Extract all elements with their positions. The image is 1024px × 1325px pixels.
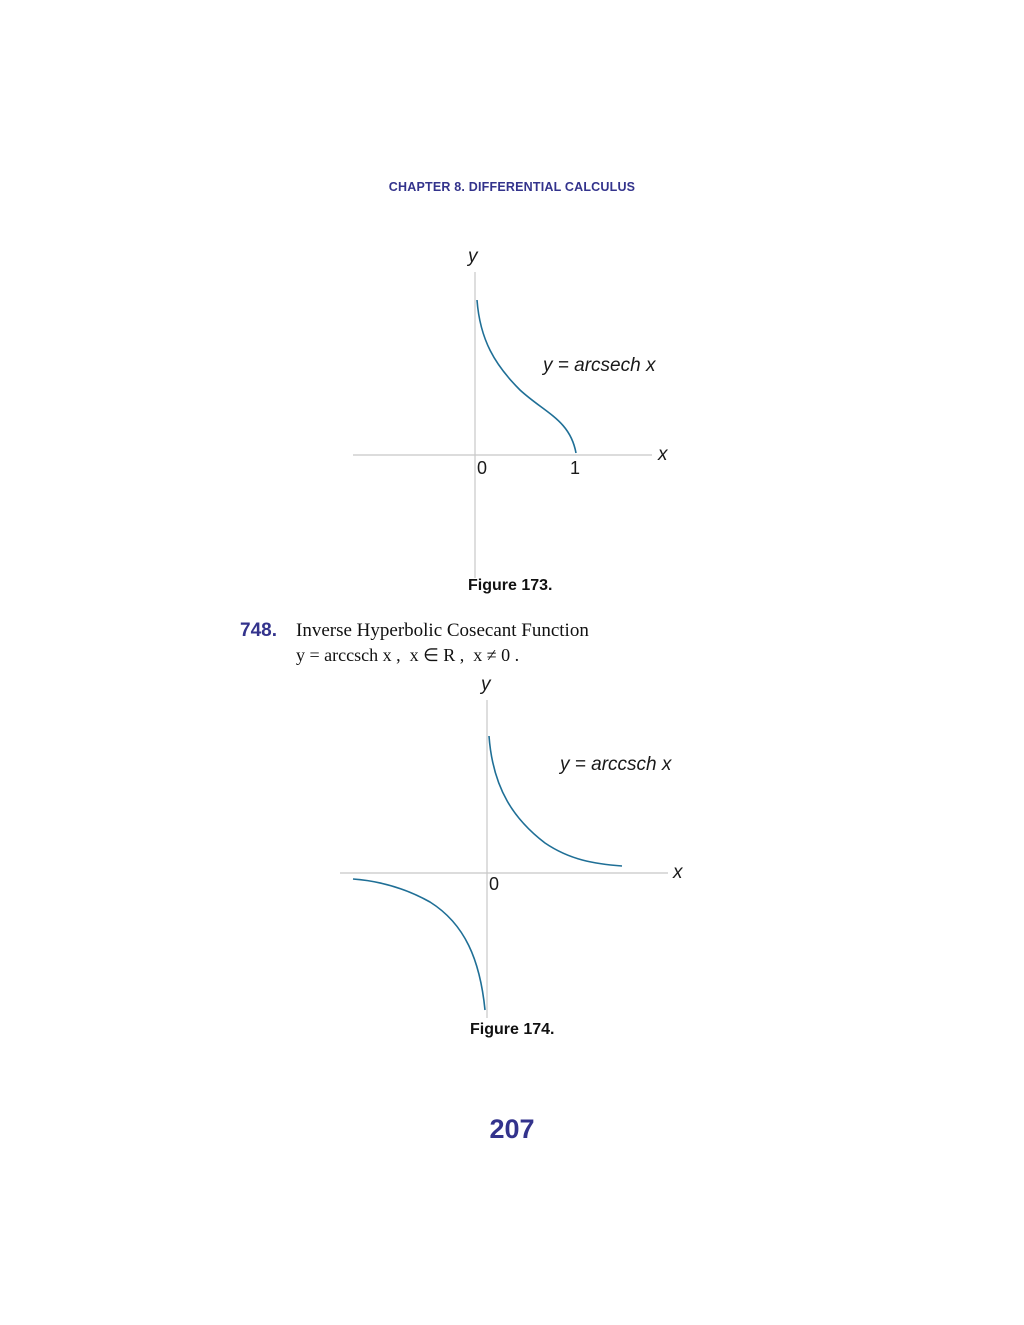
figure-174-x-axis-label: x <box>673 862 683 883</box>
figure-174-caption: Figure 174. <box>470 1021 555 1038</box>
figure-173-x-axis-label: x <box>658 444 668 465</box>
problem-number: 748. <box>240 620 277 641</box>
figure-173-y-axis-label: y <box>468 246 478 267</box>
problem-title: Inverse Hyperbolic Cosecant Function <box>296 620 589 641</box>
figure-173-tick-1-label: 1 <box>570 458 581 478</box>
page-number: 207 <box>489 1114 535 1144</box>
figure-174-origin-label: 0 <box>489 874 500 894</box>
figure-173-caption: Figure 173. <box>468 577 553 594</box>
figure-174-y-axis-label: y <box>481 674 491 695</box>
figure-173-origin-label: 0 <box>477 458 488 478</box>
figure-174-curve-label: y = arccsch x <box>560 754 672 775</box>
figure-173-curve-label: y = arcsech x <box>543 355 656 376</box>
problem-formula: y = arccsch x , x ∈ R , x ≠ 0 . <box>296 645 520 665</box>
figure-174-arccsch-left-branch <box>353 879 485 1010</box>
chapter-header: CHAPTER 8. DIFFERENTIAL CALCULUS <box>388 180 636 194</box>
